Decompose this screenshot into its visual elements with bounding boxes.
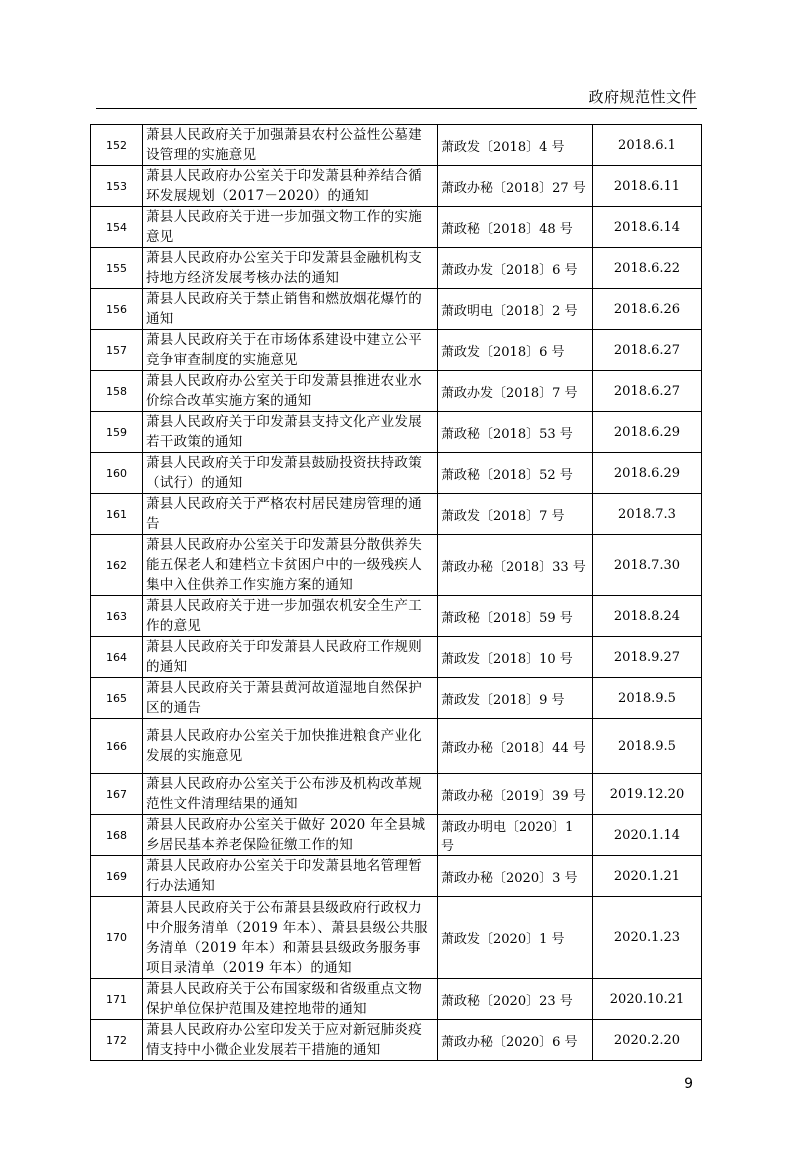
document-title: 萧县人民政府关于公布国家级和省级重点文物保护单位保护范围及建控地带的通知 bbox=[143, 979, 438, 1020]
table-row bbox=[91, 207, 702, 248]
document-title: 萧县人民政府办公室关于做好 2020 年全县城乡居民基本养老保险征缴工作的知 bbox=[143, 815, 438, 856]
document-title: 萧县人民政府办公室关于印发萧县地名管理暂行办法通知 bbox=[143, 856, 438, 897]
issue-date: 2020.10.21 bbox=[593, 979, 702, 1020]
issue-date: 2018.6.27 bbox=[593, 371, 702, 412]
document-code: 萧政办秘〔2020〕3 号 bbox=[438, 856, 593, 897]
document-title: 萧县人民政府关于印发萧县人民政府工作规则的通知 bbox=[143, 637, 438, 678]
row-number: 157 bbox=[91, 330, 143, 371]
table-row bbox=[91, 897, 702, 979]
issue-date: 2018.9.27 bbox=[593, 637, 702, 678]
issue-date: 2020.2.20 bbox=[593, 1020, 702, 1061]
table-row bbox=[91, 371, 702, 412]
document-code: 萧政秘〔2018〕59 号 bbox=[438, 596, 593, 637]
issue-date: 2019.12.20 bbox=[593, 774, 702, 815]
row-number: 170 bbox=[91, 897, 143, 979]
document-code: 萧政秘〔2020〕23 号 bbox=[438, 979, 593, 1020]
row-number: 172 bbox=[91, 1020, 143, 1061]
table-row bbox=[91, 289, 702, 330]
table-row bbox=[91, 678, 702, 719]
row-number: 160 bbox=[91, 453, 143, 494]
issue-date: 2018.9.5 bbox=[593, 678, 702, 719]
document-title: 萧县人民政府办公室关于印发萧县分散供养失能五保老人和建档立卡贫困户中的一级残疾人集中入住供养工作实施方案的通知 bbox=[143, 535, 438, 596]
issue-date: 2018.6.26 bbox=[593, 289, 702, 330]
document-title: 萧县人民政府办公室关于公布涉及机构改革规范性文件清理结果的通知 bbox=[143, 774, 438, 815]
issue-date: 2018.6.27 bbox=[593, 330, 702, 371]
document-title: 萧县人民政府办公室关于印发萧县推进农业水价综合改革实施方案的通知 bbox=[143, 371, 438, 412]
document-code: 萧政办秘〔2020〕6 号 bbox=[438, 1020, 593, 1061]
issue-date: 2018.7.3 bbox=[593, 494, 702, 535]
issue-date: 2018.9.5 bbox=[593, 719, 702, 774]
document-code: 萧政办秘〔2019〕39 号 bbox=[438, 774, 593, 815]
document-title: 萧县人民政府办公室关于印发萧县种养结合循环发展规划（2017－2020）的通知 bbox=[143, 166, 438, 207]
document-code: 萧政发〔2020〕1 号 bbox=[438, 897, 593, 979]
document-code: 萧政办秘〔2018〕27 号 bbox=[438, 166, 593, 207]
document-title: 萧县人民政府办公室关于印发萧县金融机构支持地方经济发展考核办法的通知 bbox=[143, 248, 438, 289]
table-row bbox=[91, 412, 702, 453]
issue-date: 2018.6.29 bbox=[593, 453, 702, 494]
issue-date: 2020.1.21 bbox=[593, 856, 702, 897]
document-code: 萧政发〔2018〕4 号 bbox=[438, 125, 593, 166]
row-number: 154 bbox=[91, 207, 143, 248]
row-number: 161 bbox=[91, 494, 143, 535]
row-number: 165 bbox=[91, 678, 143, 719]
row-number: 168 bbox=[91, 815, 143, 856]
table-row bbox=[91, 596, 702, 637]
table-row bbox=[91, 248, 702, 289]
document-title: 萧县人民政府关于禁止销售和燃放烟花爆竹的通知 bbox=[143, 289, 438, 330]
table-row bbox=[91, 719, 702, 774]
document-code: 萧政发〔2018〕7 号 bbox=[438, 494, 593, 535]
document-title: 萧县人民政府关于进一步加强文物工作的实施意见 bbox=[143, 207, 438, 248]
table-row bbox=[91, 815, 702, 856]
document-title: 萧县人民政府办公室关于加快推进粮食产业化发展的实施意见 bbox=[143, 719, 438, 774]
document-code: 萧政办发〔2018〕7 号 bbox=[438, 371, 593, 412]
page-number: 9 bbox=[684, 1076, 693, 1092]
table-row bbox=[91, 453, 702, 494]
document-code: 萧政办明电〔2020〕1 号 bbox=[438, 815, 593, 856]
row-number: 167 bbox=[91, 774, 143, 815]
document-code: 萧政发〔2018〕10 号 bbox=[438, 637, 593, 678]
table-row bbox=[91, 166, 702, 207]
table-row bbox=[91, 535, 702, 596]
table-row bbox=[91, 1020, 702, 1061]
issue-date: 2018.6.14 bbox=[593, 207, 702, 248]
row-number: 156 bbox=[91, 289, 143, 330]
document-code: 萧政办发〔2018〕6 号 bbox=[438, 248, 593, 289]
issue-date: 2018.6.11 bbox=[593, 166, 702, 207]
document-title: 萧县人民政府关于印发萧县支持文化产业发展若干政策的通知 bbox=[143, 412, 438, 453]
document-table bbox=[90, 124, 702, 1061]
document-title: 萧县人民政府关于公布萧县县级政府行政权力中介服务清单（2019 年本）、萧县县级公共服务清单（2019 年本）和萧县县级政务服务事项目录清单（2019 年本）的通知 bbox=[143, 897, 438, 979]
row-number: 169 bbox=[91, 856, 143, 897]
document-code: 萧政办秘〔2018〕33 号 bbox=[438, 535, 593, 596]
row-number: 163 bbox=[91, 596, 143, 637]
table-row bbox=[91, 856, 702, 897]
header-divider bbox=[96, 108, 697, 109]
row-number: 159 bbox=[91, 412, 143, 453]
row-number: 158 bbox=[91, 371, 143, 412]
document-code: 萧政明电〔2018〕2 号 bbox=[438, 289, 593, 330]
table-row bbox=[91, 330, 702, 371]
document-code: 萧政发〔2018〕6 号 bbox=[438, 330, 593, 371]
issue-date: 2018.8.24 bbox=[593, 596, 702, 637]
issue-date: 2020.1.14 bbox=[593, 815, 702, 856]
document-title: 萧县人民政府办公室印发关于应对新冠肺炎疫情支持中小微企业发展若干措施的通知 bbox=[143, 1020, 438, 1061]
table-row bbox=[91, 979, 702, 1020]
document-code: 萧政发〔2018〕9 号 bbox=[438, 678, 593, 719]
document-title: 萧县人民政府关于加强萧县农村公益性公墓建设管理的实施意见 bbox=[143, 125, 438, 166]
document-title: 萧县人民政府关于严格农村居民建房管理的通告 bbox=[143, 494, 438, 535]
page-header-title: 政府规范性文件 bbox=[588, 88, 697, 106]
row-number: 166 bbox=[91, 719, 143, 774]
document-code: 萧政秘〔2018〕52 号 bbox=[438, 453, 593, 494]
document-title: 萧县人民政府关于在市场体系建设中建立公平竞争审查制度的实施意见 bbox=[143, 330, 438, 371]
issue-date: 2018.6.1 bbox=[593, 125, 702, 166]
document-code: 萧政秘〔2018〕53 号 bbox=[438, 412, 593, 453]
row-number: 153 bbox=[91, 166, 143, 207]
table-row bbox=[91, 494, 702, 535]
issue-date: 2020.1.23 bbox=[593, 897, 702, 979]
issue-date: 2018.6.29 bbox=[593, 412, 702, 453]
row-number: 155 bbox=[91, 248, 143, 289]
document-title: 萧县人民政府关于印发萧县鼓励投资扶持政策（试行）的通知 bbox=[143, 453, 438, 494]
issue-date: 2018.7.30 bbox=[593, 535, 702, 596]
table-row bbox=[91, 125, 702, 166]
document-code: 萧政秘〔2018〕48 号 bbox=[438, 207, 593, 248]
table-row bbox=[91, 637, 702, 678]
row-number: 171 bbox=[91, 979, 143, 1020]
issue-date: 2018.6.22 bbox=[593, 248, 702, 289]
document-title: 萧县人民政府关于萧县黄河故道湿地自然保护区的通告 bbox=[143, 678, 438, 719]
document-title: 萧县人民政府关于进一步加强农机安全生产工作的意见 bbox=[143, 596, 438, 637]
row-number: 152 bbox=[91, 125, 143, 166]
document-code: 萧政办秘〔2018〕44 号 bbox=[438, 719, 593, 774]
row-number: 164 bbox=[91, 637, 143, 678]
table-row bbox=[91, 774, 702, 815]
row-number: 162 bbox=[91, 535, 143, 596]
